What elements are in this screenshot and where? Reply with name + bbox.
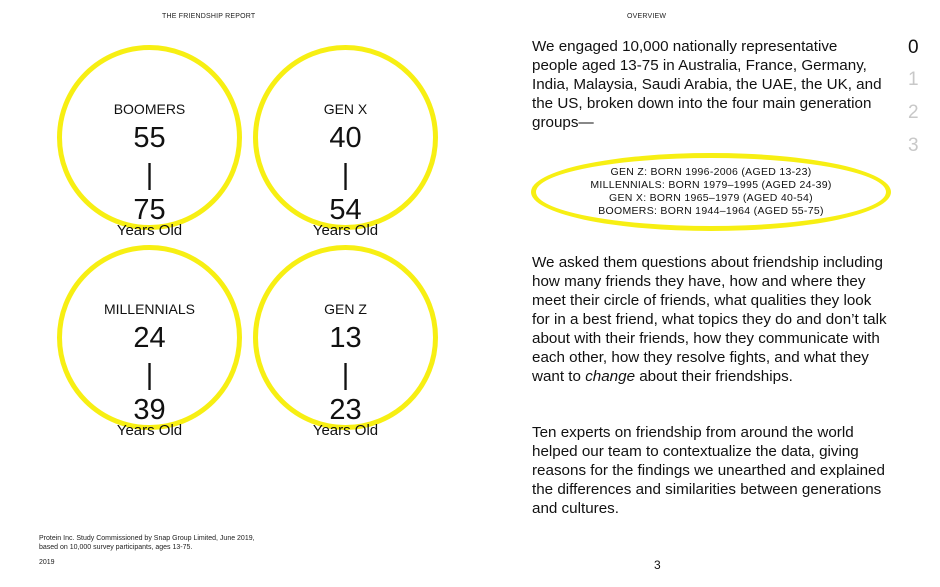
experts-paragraph: Ten experts on friendship from around the world helped our team to contextualize the data, giving reasons for the findings we unearthed and explained the differences and similarities between generations and cultures. [532,424,885,517]
definition-millennials: MILLENNIALS: BORN 1979–1995 (AGED 24-39) [590,179,832,191]
age-separator: | [145,159,154,191]
source-footnote [39,534,255,552]
generation-label: MILLENNIALS [103,301,196,317]
age-separator: | [341,359,350,391]
footnote-line: Protein Inc. Study Commissioned by Snap Group Limited, June 2019, [39,535,255,542]
definition-gen-z: GEN Z: BORN 1996-2006 (AGED 13-23) [610,166,812,178]
age-to: 75 [133,194,166,226]
generation-label: GEN X [323,101,368,117]
age-to: 23 [329,394,362,426]
age-from: 24 [133,322,166,354]
age-from: 40 [329,122,362,154]
age-separator: | [145,359,154,391]
age-unit: Years Old [116,422,183,439]
age-to: 54 [329,194,362,226]
footnote-line: based on 10,000 survey participants, ages 13-75. [39,544,193,551]
section-index-item: 2 [908,102,919,123]
age-to: 39 [133,394,166,426]
section-title: OVERVIEW [627,13,667,20]
definition-gen-x: GEN X: BORN 1965–1979 (AGED 40-54) [609,192,813,204]
questions-text-end: about their friendships. [635,368,793,385]
questions-paragraph [532,253,892,386]
report-title: THE FRIENDSHIP REPORT [162,13,256,20]
intro-paragraph: We engaged 10,000 nationally representative people aged 13-75 in Australia, France, Germany, India, Malaysia, Saudi Arabia, the UAE, the UK, and the US, broken down into the four main generation groups— [532,38,882,131]
page-number: 3 [654,558,661,572]
generation-definitions [531,166,891,218]
section-index-item: 1 [908,69,919,90]
generation-label: BOOMERS [113,101,186,117]
year-label: 2019 [39,559,55,566]
age-unit: Years Old [312,422,379,439]
generation-label: GEN Z [324,301,367,317]
section-index-item: 3 [908,135,919,156]
section-index-active: 0 [908,37,919,58]
emphasis-text: change [585,368,636,385]
questions-text: We asked them questions about friendship including how many friends they have, how and where they meet their circle of friends, what qualities they look for in a best friend, what topics they do and don’t talk about with their friends, how they communicate with each other, how they resolve fights, and what they want to [532,254,887,385]
age-from: 55 [133,122,166,154]
age-unit: Years Old [312,222,379,239]
age-from: 13 [329,322,362,354]
age-separator: | [341,159,350,191]
definition-boomers: BOOMERS: BORN 1944–1964 (AGED 55-75) [598,205,824,217]
age-unit: Years Old [116,222,183,239]
